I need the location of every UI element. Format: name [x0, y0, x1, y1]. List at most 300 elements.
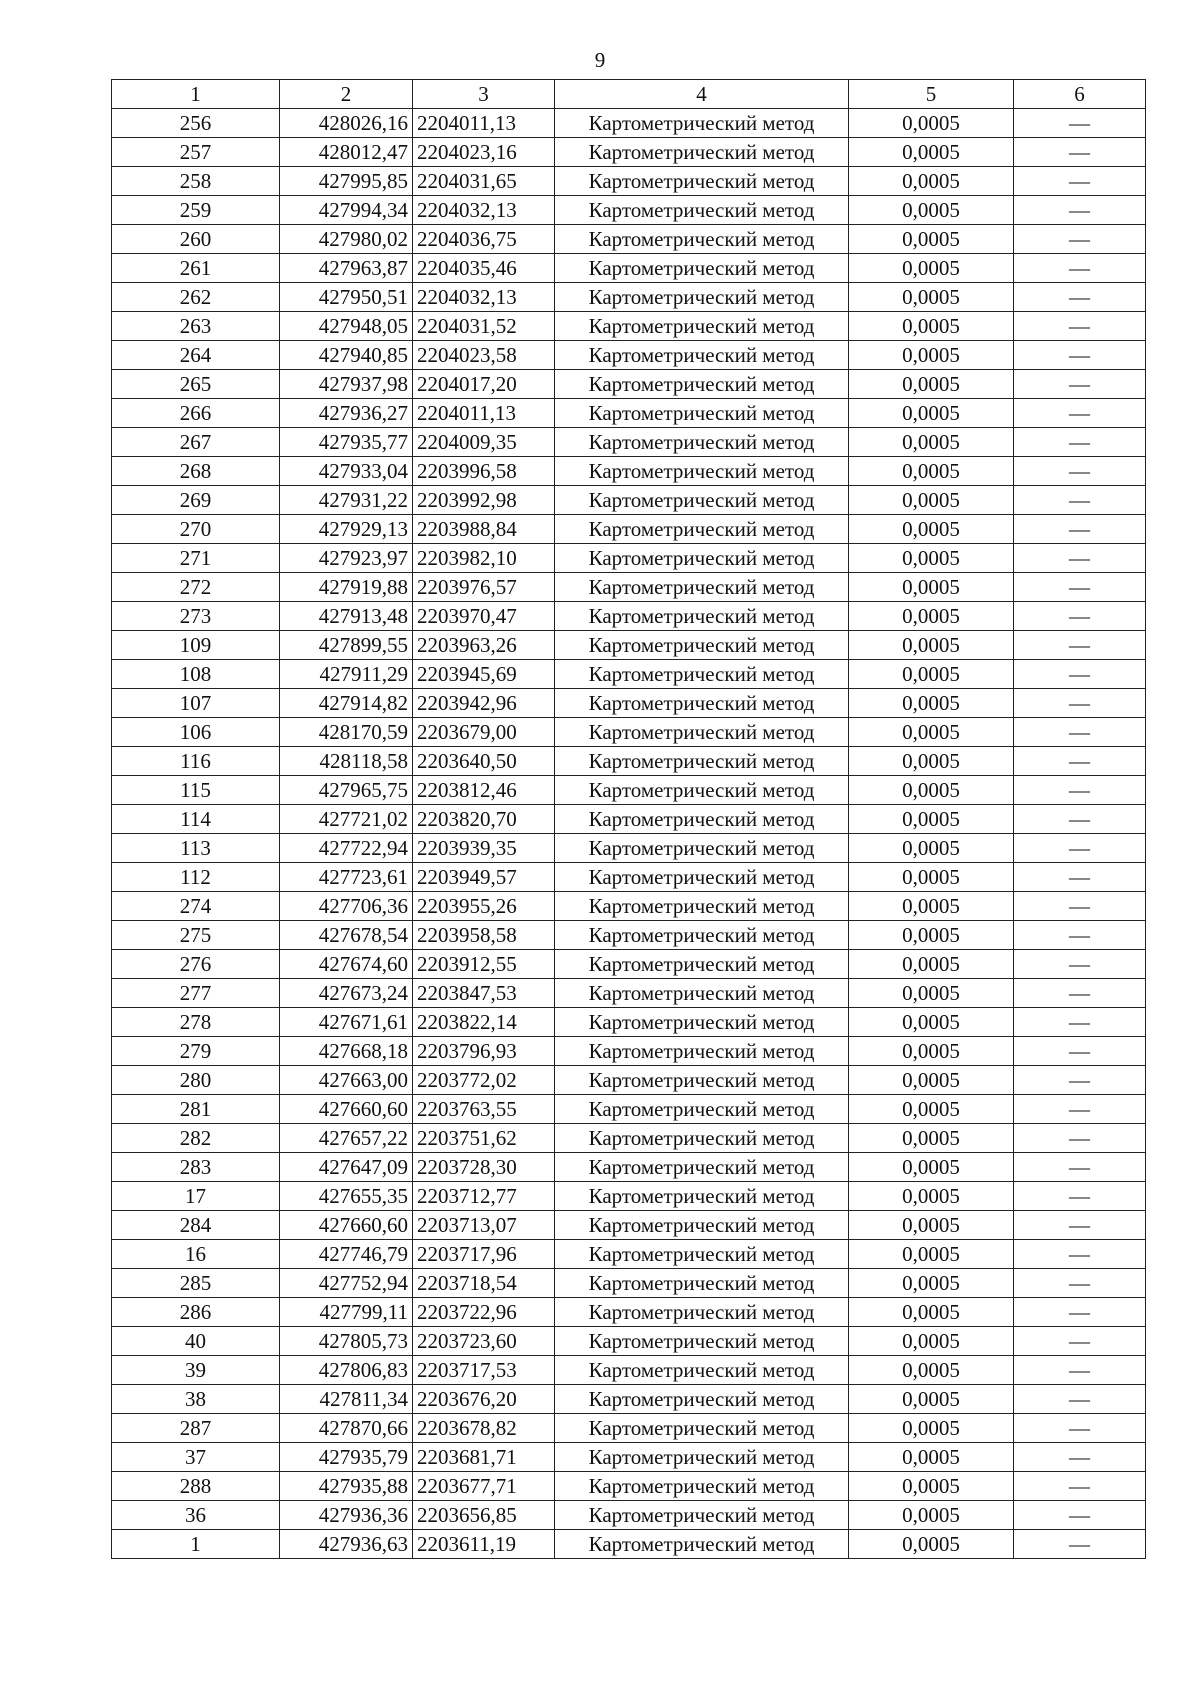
table-row [112, 1124, 1146, 1153]
y-coordinate-cell: 2203942,96 [413, 689, 555, 718]
precision-cell: 0,0005 [849, 544, 1014, 573]
x-coordinate-cell: 427937,98 [280, 370, 413, 399]
table-row [112, 1530, 1146, 1559]
point-number-cell: 281 [112, 1095, 280, 1124]
precision-cell: 0,0005 [849, 1037, 1014, 1066]
y-coordinate-cell: 2203822,14 [413, 1008, 555, 1037]
note-cell: — [1014, 950, 1146, 979]
table-row [112, 747, 1146, 776]
table-row [112, 225, 1146, 254]
y-coordinate-cell: 2203717,53 [413, 1356, 555, 1385]
y-coordinate-cell: 2203718,54 [413, 1269, 555, 1298]
note-cell: — [1014, 1153, 1146, 1182]
method-cell: Картометрический метод [555, 109, 849, 138]
table-row [112, 486, 1146, 515]
precision-cell: 0,0005 [849, 399, 1014, 428]
point-number-cell: 279 [112, 1037, 280, 1066]
note-cell: — [1014, 892, 1146, 921]
precision-cell: 0,0005 [849, 1095, 1014, 1124]
y-coordinate-cell: 2204031,52 [413, 312, 555, 341]
x-coordinate-cell: 427994,34 [280, 196, 413, 225]
table-row [112, 196, 1146, 225]
precision-cell: 0,0005 [849, 573, 1014, 602]
method-cell: Картометрический метод [555, 602, 849, 631]
y-coordinate-cell: 2203640,50 [413, 747, 555, 776]
method-cell: Картометрический метод [555, 892, 849, 921]
table-row [112, 950, 1146, 979]
precision-cell: 0,0005 [849, 892, 1014, 921]
table-row [112, 1008, 1146, 1037]
y-coordinate-cell: 2203939,35 [413, 834, 555, 863]
point-number-cell: 272 [112, 573, 280, 602]
note-cell: — [1014, 1037, 1146, 1066]
method-cell: Картометрический метод [555, 921, 849, 950]
y-coordinate-cell: 2203996,58 [413, 457, 555, 486]
note-cell: — [1014, 283, 1146, 312]
method-cell: Картометрический метод [555, 1443, 849, 1472]
point-number-cell: 278 [112, 1008, 280, 1037]
page-number: 9 [594, 48, 606, 72]
x-coordinate-cell: 427671,61 [280, 1008, 413, 1037]
point-number-cell: 269 [112, 486, 280, 515]
method-cell: Картометрический метод [555, 167, 849, 196]
precision-cell: 0,0005 [849, 1269, 1014, 1298]
x-coordinate-cell: 427722,94 [280, 834, 413, 863]
y-coordinate-cell: 2203945,69 [413, 660, 555, 689]
x-coordinate-cell: 427911,29 [280, 660, 413, 689]
note-cell: — [1014, 979, 1146, 1008]
note-cell: — [1014, 776, 1146, 805]
precision-cell: 0,0005 [849, 428, 1014, 457]
precision-cell: 0,0005 [849, 1501, 1014, 1530]
table-row [112, 312, 1146, 341]
point-number-cell: 267 [112, 428, 280, 457]
table-row [112, 1066, 1146, 1095]
point-number-cell: 17 [112, 1182, 280, 1211]
point-number-cell: 265 [112, 370, 280, 399]
note-cell: — [1014, 486, 1146, 515]
method-cell: Картометрический метод [555, 863, 849, 892]
precision-cell: 0,0005 [849, 776, 1014, 805]
table-row [112, 341, 1146, 370]
y-coordinate-cell: 2204031,65 [413, 167, 555, 196]
x-coordinate-cell: 427655,35 [280, 1182, 413, 1211]
y-coordinate-cell: 2203713,07 [413, 1211, 555, 1240]
point-number-cell: 1 [112, 1530, 280, 1559]
note-cell: — [1014, 167, 1146, 196]
y-coordinate-cell: 2204032,13 [413, 196, 555, 225]
method-cell: Картометрический метод [555, 1153, 849, 1182]
note-cell: — [1014, 631, 1146, 660]
method-cell: Картометрический метод [555, 428, 849, 457]
x-coordinate-cell: 427746,79 [280, 1240, 413, 1269]
x-coordinate-cell: 428012,47 [280, 138, 413, 167]
method-cell: Картометрический метод [555, 1269, 849, 1298]
y-coordinate-cell: 2204011,13 [413, 109, 555, 138]
point-number-cell: 106 [112, 718, 280, 747]
y-coordinate-cell: 2203722,96 [413, 1298, 555, 1327]
point-number-cell: 112 [112, 863, 280, 892]
y-coordinate-cell: 2203970,47 [413, 602, 555, 631]
x-coordinate-cell: 427936,36 [280, 1501, 413, 1530]
x-coordinate-cell: 427647,09 [280, 1153, 413, 1182]
note-cell: — [1014, 602, 1146, 631]
point-number-cell: 263 [112, 312, 280, 341]
method-cell: Картометрический метод [555, 486, 849, 515]
table-row [112, 1095, 1146, 1124]
y-coordinate-cell: 2203751,62 [413, 1124, 555, 1153]
note-cell: — [1014, 1211, 1146, 1240]
precision-cell: 0,0005 [849, 254, 1014, 283]
y-coordinate-cell: 2203796,93 [413, 1037, 555, 1066]
y-coordinate-cell: 2203949,57 [413, 863, 555, 892]
table-row [112, 689, 1146, 718]
note-cell: — [1014, 399, 1146, 428]
x-coordinate-cell: 427933,04 [280, 457, 413, 486]
precision-cell: 0,0005 [849, 1356, 1014, 1385]
y-coordinate-cell: 2203955,26 [413, 892, 555, 921]
point-number-cell: 285 [112, 1269, 280, 1298]
method-cell: Картометрический метод [555, 689, 849, 718]
x-coordinate-cell: 427948,05 [280, 312, 413, 341]
method-cell: Картометрический метод [555, 312, 849, 341]
precision-cell: 0,0005 [849, 370, 1014, 399]
note-cell: — [1014, 370, 1146, 399]
x-coordinate-cell: 427963,87 [280, 254, 413, 283]
precision-cell: 0,0005 [849, 1472, 1014, 1501]
method-cell: Картометрический метод [555, 805, 849, 834]
table-row [112, 1501, 1146, 1530]
note-cell: — [1014, 1327, 1146, 1356]
y-coordinate-cell: 2203678,82 [413, 1414, 555, 1443]
precision-cell: 0,0005 [849, 660, 1014, 689]
note-cell: — [1014, 1269, 1146, 1298]
x-coordinate-cell: 427752,94 [280, 1269, 413, 1298]
precision-cell: 0,0005 [849, 1066, 1014, 1095]
precision-cell: 0,0005 [849, 631, 1014, 660]
method-cell: Картометрический метод [555, 1095, 849, 1124]
y-coordinate-cell: 2203611,19 [413, 1530, 555, 1559]
precision-cell: 0,0005 [849, 283, 1014, 312]
x-coordinate-cell: 427799,11 [280, 1298, 413, 1327]
x-coordinate-cell: 427936,63 [280, 1530, 413, 1559]
method-cell: Картометрический метод [555, 1298, 849, 1327]
point-number-cell: 280 [112, 1066, 280, 1095]
table-row [112, 1327, 1146, 1356]
method-cell: Картометрический метод [555, 660, 849, 689]
note-cell: — [1014, 1530, 1146, 1559]
point-number-cell: 258 [112, 167, 280, 196]
method-cell: Картометрический метод [555, 457, 849, 486]
y-coordinate-cell: 2203982,10 [413, 544, 555, 573]
x-coordinate-cell: 427706,36 [280, 892, 413, 921]
precision-cell: 0,0005 [849, 515, 1014, 544]
y-coordinate-cell: 2203712,77 [413, 1182, 555, 1211]
y-coordinate-cell: 2203958,58 [413, 921, 555, 950]
precision-cell: 0,0005 [849, 225, 1014, 254]
note-cell: — [1014, 834, 1146, 863]
y-coordinate-cell: 2203679,00 [413, 718, 555, 747]
precision-cell: 0,0005 [849, 921, 1014, 950]
x-coordinate-cell: 427660,60 [280, 1095, 413, 1124]
table-row [112, 254, 1146, 283]
x-coordinate-cell: 427936,27 [280, 399, 413, 428]
table-row [112, 544, 1146, 573]
method-cell: Картометрический метод [555, 834, 849, 863]
point-number-cell: 260 [112, 225, 280, 254]
y-coordinate-cell: 2203728,30 [413, 1153, 555, 1182]
table-row [112, 1443, 1146, 1472]
point-number-cell: 115 [112, 776, 280, 805]
y-coordinate-cell: 2203723,60 [413, 1327, 555, 1356]
x-coordinate-cell: 427940,85 [280, 341, 413, 370]
method-cell: Картометрический метод [555, 1066, 849, 1095]
y-coordinate-cell: 2203976,57 [413, 573, 555, 602]
table-row [112, 1269, 1146, 1298]
x-coordinate-cell: 427995,85 [280, 167, 413, 196]
method-cell: Картометрический метод [555, 1501, 849, 1530]
x-coordinate-cell: 427913,48 [280, 602, 413, 631]
precision-cell: 0,0005 [849, 1182, 1014, 1211]
x-coordinate-cell: 427935,88 [280, 1472, 413, 1501]
note-cell: — [1014, 747, 1146, 776]
x-coordinate-cell: 427663,00 [280, 1066, 413, 1095]
note-cell: — [1014, 457, 1146, 486]
x-coordinate-cell: 427950,51 [280, 283, 413, 312]
point-number-cell: 273 [112, 602, 280, 631]
method-cell: Картометрический метод [555, 283, 849, 312]
point-number-cell: 36 [112, 1501, 280, 1530]
table-row [112, 1182, 1146, 1211]
method-cell: Картометрический метод [555, 1211, 849, 1240]
note-cell: — [1014, 1298, 1146, 1327]
method-cell: Картометрический метод [555, 1240, 849, 1269]
table-row [112, 138, 1146, 167]
precision-cell: 0,0005 [849, 1443, 1014, 1472]
x-coordinate-cell: 427674,60 [280, 950, 413, 979]
y-coordinate-cell: 2204035,46 [413, 254, 555, 283]
table-row [112, 1037, 1146, 1066]
table-row [112, 167, 1146, 196]
coordinates-table [111, 79, 1146, 1559]
note-cell: — [1014, 196, 1146, 225]
x-coordinate-cell: 427806,83 [280, 1356, 413, 1385]
note-cell: — [1014, 863, 1146, 892]
point-number-cell: 270 [112, 515, 280, 544]
note-cell: — [1014, 254, 1146, 283]
precision-cell: 0,0005 [849, 312, 1014, 341]
note-cell: — [1014, 689, 1146, 718]
table-row [112, 718, 1146, 747]
column-header-1: 1 [112, 80, 280, 109]
column-header-2: 2 [280, 80, 413, 109]
precision-cell: 0,0005 [849, 1385, 1014, 1414]
table-row [112, 1385, 1146, 1414]
x-coordinate-cell: 428118,58 [280, 747, 413, 776]
method-cell: Картометрический метод [555, 1530, 849, 1559]
point-number-cell: 257 [112, 138, 280, 167]
method-cell: Картометрический метод [555, 1385, 849, 1414]
y-coordinate-cell: 2203677,71 [413, 1472, 555, 1501]
y-coordinate-cell: 2203656,85 [413, 1501, 555, 1530]
precision-cell: 0,0005 [849, 1153, 1014, 1182]
method-cell: Картометрический метод [555, 196, 849, 225]
y-coordinate-cell: 2204032,13 [413, 283, 555, 312]
y-coordinate-cell: 2204023,16 [413, 138, 555, 167]
table-row [112, 370, 1146, 399]
method-cell: Картометрический метод [555, 1037, 849, 1066]
method-cell: Картометрический метод [555, 1182, 849, 1211]
point-number-cell: 282 [112, 1124, 280, 1153]
point-number-cell: 286 [112, 1298, 280, 1327]
table-row [112, 660, 1146, 689]
precision-cell: 0,0005 [849, 457, 1014, 486]
point-number-cell: 283 [112, 1153, 280, 1182]
table-row [112, 863, 1146, 892]
y-coordinate-cell: 2203963,26 [413, 631, 555, 660]
method-cell: Картометрический метод [555, 341, 849, 370]
point-number-cell: 38 [112, 1385, 280, 1414]
table-row [112, 1356, 1146, 1385]
note-cell: — [1014, 225, 1146, 254]
table-row [112, 109, 1146, 138]
y-coordinate-cell: 2203681,71 [413, 1443, 555, 1472]
x-coordinate-cell: 427965,75 [280, 776, 413, 805]
point-number-cell: 287 [112, 1414, 280, 1443]
note-cell: — [1014, 1472, 1146, 1501]
method-cell: Картометрический метод [555, 1124, 849, 1153]
precision-cell: 0,0005 [849, 747, 1014, 776]
y-coordinate-cell: 2203676,20 [413, 1385, 555, 1414]
method-cell: Картометрический метод [555, 1472, 849, 1501]
note-cell: — [1014, 1095, 1146, 1124]
column-header-3: 3 [413, 80, 555, 109]
y-coordinate-cell: 2204023,58 [413, 341, 555, 370]
table-row [112, 602, 1146, 631]
table-row [112, 805, 1146, 834]
x-coordinate-cell: 427811,34 [280, 1385, 413, 1414]
method-cell: Картометрический метод [555, 544, 849, 573]
x-coordinate-cell: 427935,79 [280, 1443, 413, 1472]
note-cell: — [1014, 312, 1146, 341]
x-coordinate-cell: 427721,02 [280, 805, 413, 834]
precision-cell: 0,0005 [849, 950, 1014, 979]
y-coordinate-cell: 2203717,96 [413, 1240, 555, 1269]
x-coordinate-cell: 427870,66 [280, 1414, 413, 1443]
precision-cell: 0,0005 [849, 805, 1014, 834]
column-header-5: 5 [849, 80, 1014, 109]
precision-cell: 0,0005 [849, 196, 1014, 225]
point-number-cell: 113 [112, 834, 280, 863]
x-coordinate-cell: 427805,73 [280, 1327, 413, 1356]
x-coordinate-cell: 427923,97 [280, 544, 413, 573]
y-coordinate-cell: 2203847,53 [413, 979, 555, 1008]
method-cell: Картометрический метод [555, 1356, 849, 1385]
precision-cell: 0,0005 [849, 138, 1014, 167]
y-coordinate-cell: 2203772,02 [413, 1066, 555, 1095]
table-row [112, 921, 1146, 950]
note-cell: — [1014, 921, 1146, 950]
table-row [112, 1472, 1146, 1501]
point-number-cell: 275 [112, 921, 280, 950]
x-coordinate-cell: 427935,77 [280, 428, 413, 457]
y-coordinate-cell: 2204011,13 [413, 399, 555, 428]
precision-cell: 0,0005 [849, 341, 1014, 370]
point-number-cell: 107 [112, 689, 280, 718]
precision-cell: 0,0005 [849, 1414, 1014, 1443]
precision-cell: 0,0005 [849, 863, 1014, 892]
note-cell: — [1014, 515, 1146, 544]
y-coordinate-cell: 2204017,20 [413, 370, 555, 399]
column-header-6: 6 [1014, 80, 1146, 109]
y-coordinate-cell: 2203820,70 [413, 805, 555, 834]
point-number-cell: 266 [112, 399, 280, 428]
table-header-row [112, 80, 1146, 109]
x-coordinate-cell: 427980,02 [280, 225, 413, 254]
method-cell: Картометрический метод [555, 718, 849, 747]
precision-cell: 0,0005 [849, 602, 1014, 631]
precision-cell: 0,0005 [849, 486, 1014, 515]
table-row [112, 573, 1146, 602]
precision-cell: 0,0005 [849, 979, 1014, 1008]
point-number-cell: 109 [112, 631, 280, 660]
x-coordinate-cell: 427919,88 [280, 573, 413, 602]
point-number-cell: 116 [112, 747, 280, 776]
note-cell: — [1014, 1385, 1146, 1414]
table-row [112, 1414, 1146, 1443]
precision-cell: 0,0005 [849, 1298, 1014, 1327]
method-cell: Картометрический метод [555, 1414, 849, 1443]
method-cell: Картометрический метод [555, 138, 849, 167]
note-cell: — [1014, 1066, 1146, 1095]
precision-cell: 0,0005 [849, 834, 1014, 863]
point-number-cell: 114 [112, 805, 280, 834]
precision-cell: 0,0005 [849, 167, 1014, 196]
method-cell: Картометрический метод [555, 399, 849, 428]
note-cell: — [1014, 573, 1146, 602]
note-cell: — [1014, 138, 1146, 167]
x-coordinate-cell: 427723,61 [280, 863, 413, 892]
point-number-cell: 108 [112, 660, 280, 689]
precision-cell: 0,0005 [849, 718, 1014, 747]
point-number-cell: 277 [112, 979, 280, 1008]
x-coordinate-cell: 427660,60 [280, 1211, 413, 1240]
point-number-cell: 271 [112, 544, 280, 573]
note-cell: — [1014, 1182, 1146, 1211]
note-cell: — [1014, 109, 1146, 138]
y-coordinate-cell: 2203992,98 [413, 486, 555, 515]
precision-cell: 0,0005 [849, 1124, 1014, 1153]
y-coordinate-cell: 2203763,55 [413, 1095, 555, 1124]
table-row [112, 892, 1146, 921]
method-cell: Картометрический метод [555, 254, 849, 283]
note-cell: — [1014, 1443, 1146, 1472]
x-coordinate-cell: 427678,54 [280, 921, 413, 950]
x-coordinate-cell: 428170,59 [280, 718, 413, 747]
y-coordinate-cell: 2203812,46 [413, 776, 555, 805]
method-cell: Картометрический метод [555, 747, 849, 776]
point-number-cell: 288 [112, 1472, 280, 1501]
y-coordinate-cell: 2203988,84 [413, 515, 555, 544]
table-row [112, 515, 1146, 544]
point-number-cell: 276 [112, 950, 280, 979]
note-cell: — [1014, 1124, 1146, 1153]
table-row [112, 1153, 1146, 1182]
method-cell: Картометрический метод [555, 225, 849, 254]
note-cell: — [1014, 1501, 1146, 1530]
point-number-cell: 256 [112, 109, 280, 138]
note-cell: — [1014, 805, 1146, 834]
